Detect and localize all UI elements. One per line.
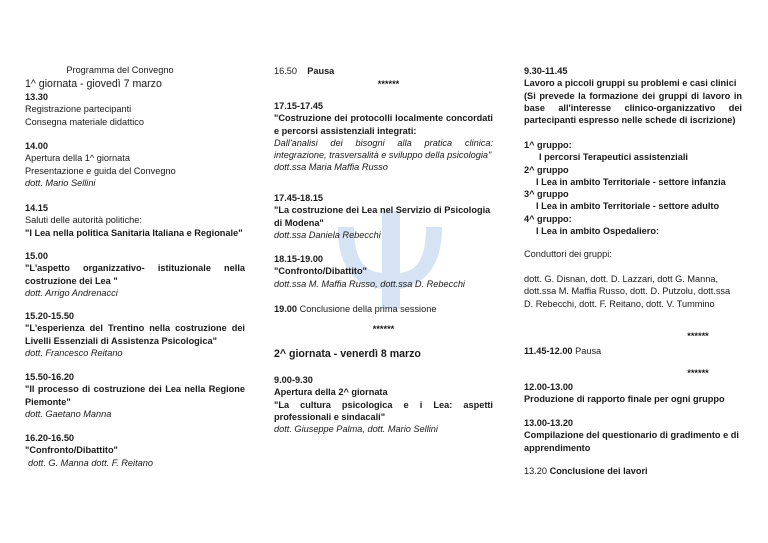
session-0900 <box>274 374 493 435</box>
session-1330 <box>25 91 245 128</box>
session-1715 <box>274 100 493 174</box>
separator-stars: ****** <box>687 331 709 341</box>
session-1745 <box>274 192 493 241</box>
session-line: Apertura della 2^ giornata <box>274 387 388 398</box>
session-line: Apertura della 1^ giornata <box>25 153 130 164</box>
session-1815 <box>274 253 493 290</box>
session-speaker: dott. Francesco Reitano <box>25 347 123 358</box>
session-time: 14.00 <box>25 141 48 151</box>
group-topic: I Lea in ambito Territoriale - settore adulto <box>536 201 720 212</box>
session-label: Conclusione dei lavori <box>549 466 648 476</box>
session-time: 15.20-15.50 <box>25 311 75 321</box>
session-speaker: dott. G. Manna dott. F. Reitano <box>28 457 153 468</box>
group-label: 4^ gruppo: <box>524 213 572 224</box>
session-line: Presentazione e guida del Convegno <box>25 165 176 176</box>
session-1520 <box>25 310 245 359</box>
session-title: "L'esperienza del Trentino nella costruzione dei Livelli Essenziali di Assistenza Psicologica" <box>25 323 245 346</box>
pause-1145 <box>524 345 742 357</box>
session-speaker: dott. Giuseppe Palma, dott. Mario Sellini <box>274 424 438 435</box>
session-1415 <box>25 202 245 239</box>
session-title: "La cultura psicologica e i Lea: aspetti professionali e sindacali" <box>274 399 493 422</box>
program-title: Programma del Convegno <box>66 65 174 75</box>
day2-heading: 2^ giornata - venerdì 8 marzo <box>274 348 421 360</box>
session-title: "Confronto/Dibattito" <box>25 445 118 456</box>
session-speaker: dott.ssa Maria Maffia Russo <box>274 162 388 173</box>
pause-time: 11.45-12.00 <box>524 346 573 356</box>
session-time: 15.00 <box>25 251 48 261</box>
pause-time: 16.50 <box>274 66 297 76</box>
session-line: Consegna materiale didattico <box>25 116 144 127</box>
session-description: Dall'analisi dei bisogni alla pratica clinica: integrazione, trasversalità e sviluppo della psicologia" <box>274 137 493 161</box>
pause-label: Pausa <box>307 66 335 76</box>
session-title: "Confronto/Dibattito" <box>274 266 367 277</box>
separator-stars: ****** <box>372 324 395 334</box>
conductors-title: Conduttori dei gruppi: <box>524 249 612 259</box>
separator-stars: ****** <box>687 368 709 378</box>
session-1900 <box>274 303 493 315</box>
session-time: 17.45-18.15 <box>274 193 324 203</box>
session-0930 <box>524 65 742 126</box>
session-1500 <box>25 250 245 299</box>
session-1620 <box>25 432 245 469</box>
session-time: 16.20-16.50 <box>25 433 75 443</box>
session-line: Registrazione partecipanti <box>25 104 132 115</box>
session-title: "La costruzione dei Lea nel Servizio di Psicologia di Modena" <box>274 205 491 228</box>
group-label: 2^ gruppo <box>524 164 569 175</box>
session-speaker: dott. Arrigo Andrenacci <box>25 287 118 298</box>
session-title: "L'aspetto organizzativo- istituzionale nella costruzione dei Lea " <box>25 263 245 286</box>
session-speaker: dott.ssa Daniela Rebecchi <box>274 229 381 240</box>
session-title: "I Lea nella politica Sanitaria Italiana e Regionale" <box>25 227 243 238</box>
session-time: 9.00-9.30 <box>274 375 313 385</box>
session-note: (Si prevede la formazione dei gruppi di lavoro in base all'interesse clinico-organizzativo dei partecipanti espresso nelle schede di iscrizione) <box>524 90 742 126</box>
group-label: 1^ gruppo: <box>524 140 572 150</box>
session-speaker: dott. Gaetano Manna <box>25 408 112 419</box>
separator-stars: ****** <box>377 79 400 89</box>
session-label: Compilazione del questionario di gradimento e di apprendimento <box>524 430 739 453</box>
session-line: Lavoro a piccoli gruppi su problemi e casi clinici <box>524 78 737 89</box>
session-1550 <box>25 371 245 420</box>
conductors-list: dott. G. Disnan, dott. D. Lazzari, dott G. Manna, dott.ssa M. Maffia Russo, dott. D. Putzolu, dott.ssa D. Rebecchi, dott. F. Reitano, dott. V. Tummino <box>524 274 731 309</box>
day1-heading: 1^ giornata - giovedì 7 marzo <box>25 78 162 90</box>
session-1400 <box>25 140 245 189</box>
session-label: Conclusione della prima sessione <box>299 304 437 314</box>
session-1300 <box>524 417 742 454</box>
pause-label: Pausa <box>575 346 602 356</box>
session-time: 17.15-17.45 <box>274 101 324 111</box>
group-list <box>524 139 742 237</box>
session-1200 <box>524 381 742 406</box>
session-line: Saluti delle autorità politiche: <box>25 215 142 226</box>
session-time: 15.50-16.20 <box>25 372 75 382</box>
group-topic: I percorsi Terapeutici assistenziali <box>539 152 688 163</box>
session-label: Produzione di rapporto finale per ogni gruppo <box>524 394 725 405</box>
session-1320 <box>524 465 742 477</box>
session-time: 14.15 <box>25 203 48 213</box>
session-time: 13.30 <box>25 92 48 102</box>
session-title: "Il processo di costruzione dei Lea nella Regione Piemonte" <box>25 384 245 407</box>
session-time: 9.30-11.45 <box>524 66 568 76</box>
session-time: 13.20 <box>524 466 547 476</box>
session-time: 12.00-13.00 <box>524 382 574 392</box>
session-time: 19.00 <box>274 304 297 314</box>
session-speaker: dott.ssa M. Maffia Russo, dott.ssa D. Rebecchi <box>274 278 465 289</box>
group-topic: I Lea in ambito Ospedaliero: <box>536 226 660 237</box>
group-label: 3^ gruppo <box>524 189 569 200</box>
session-title: "Costruzione dei protocolli localmente concordati e percorsi assistenziali integrati: <box>274 113 493 136</box>
group-topic: I Lea in ambito Territoriale - settore infanzia <box>536 176 726 187</box>
session-time: 18.15-19.00 <box>274 254 324 264</box>
session-time: 13.00-13.20 <box>524 418 574 428</box>
pause-1650 <box>274 65 493 77</box>
session-speaker: dott. Mario Sellini <box>25 177 96 188</box>
